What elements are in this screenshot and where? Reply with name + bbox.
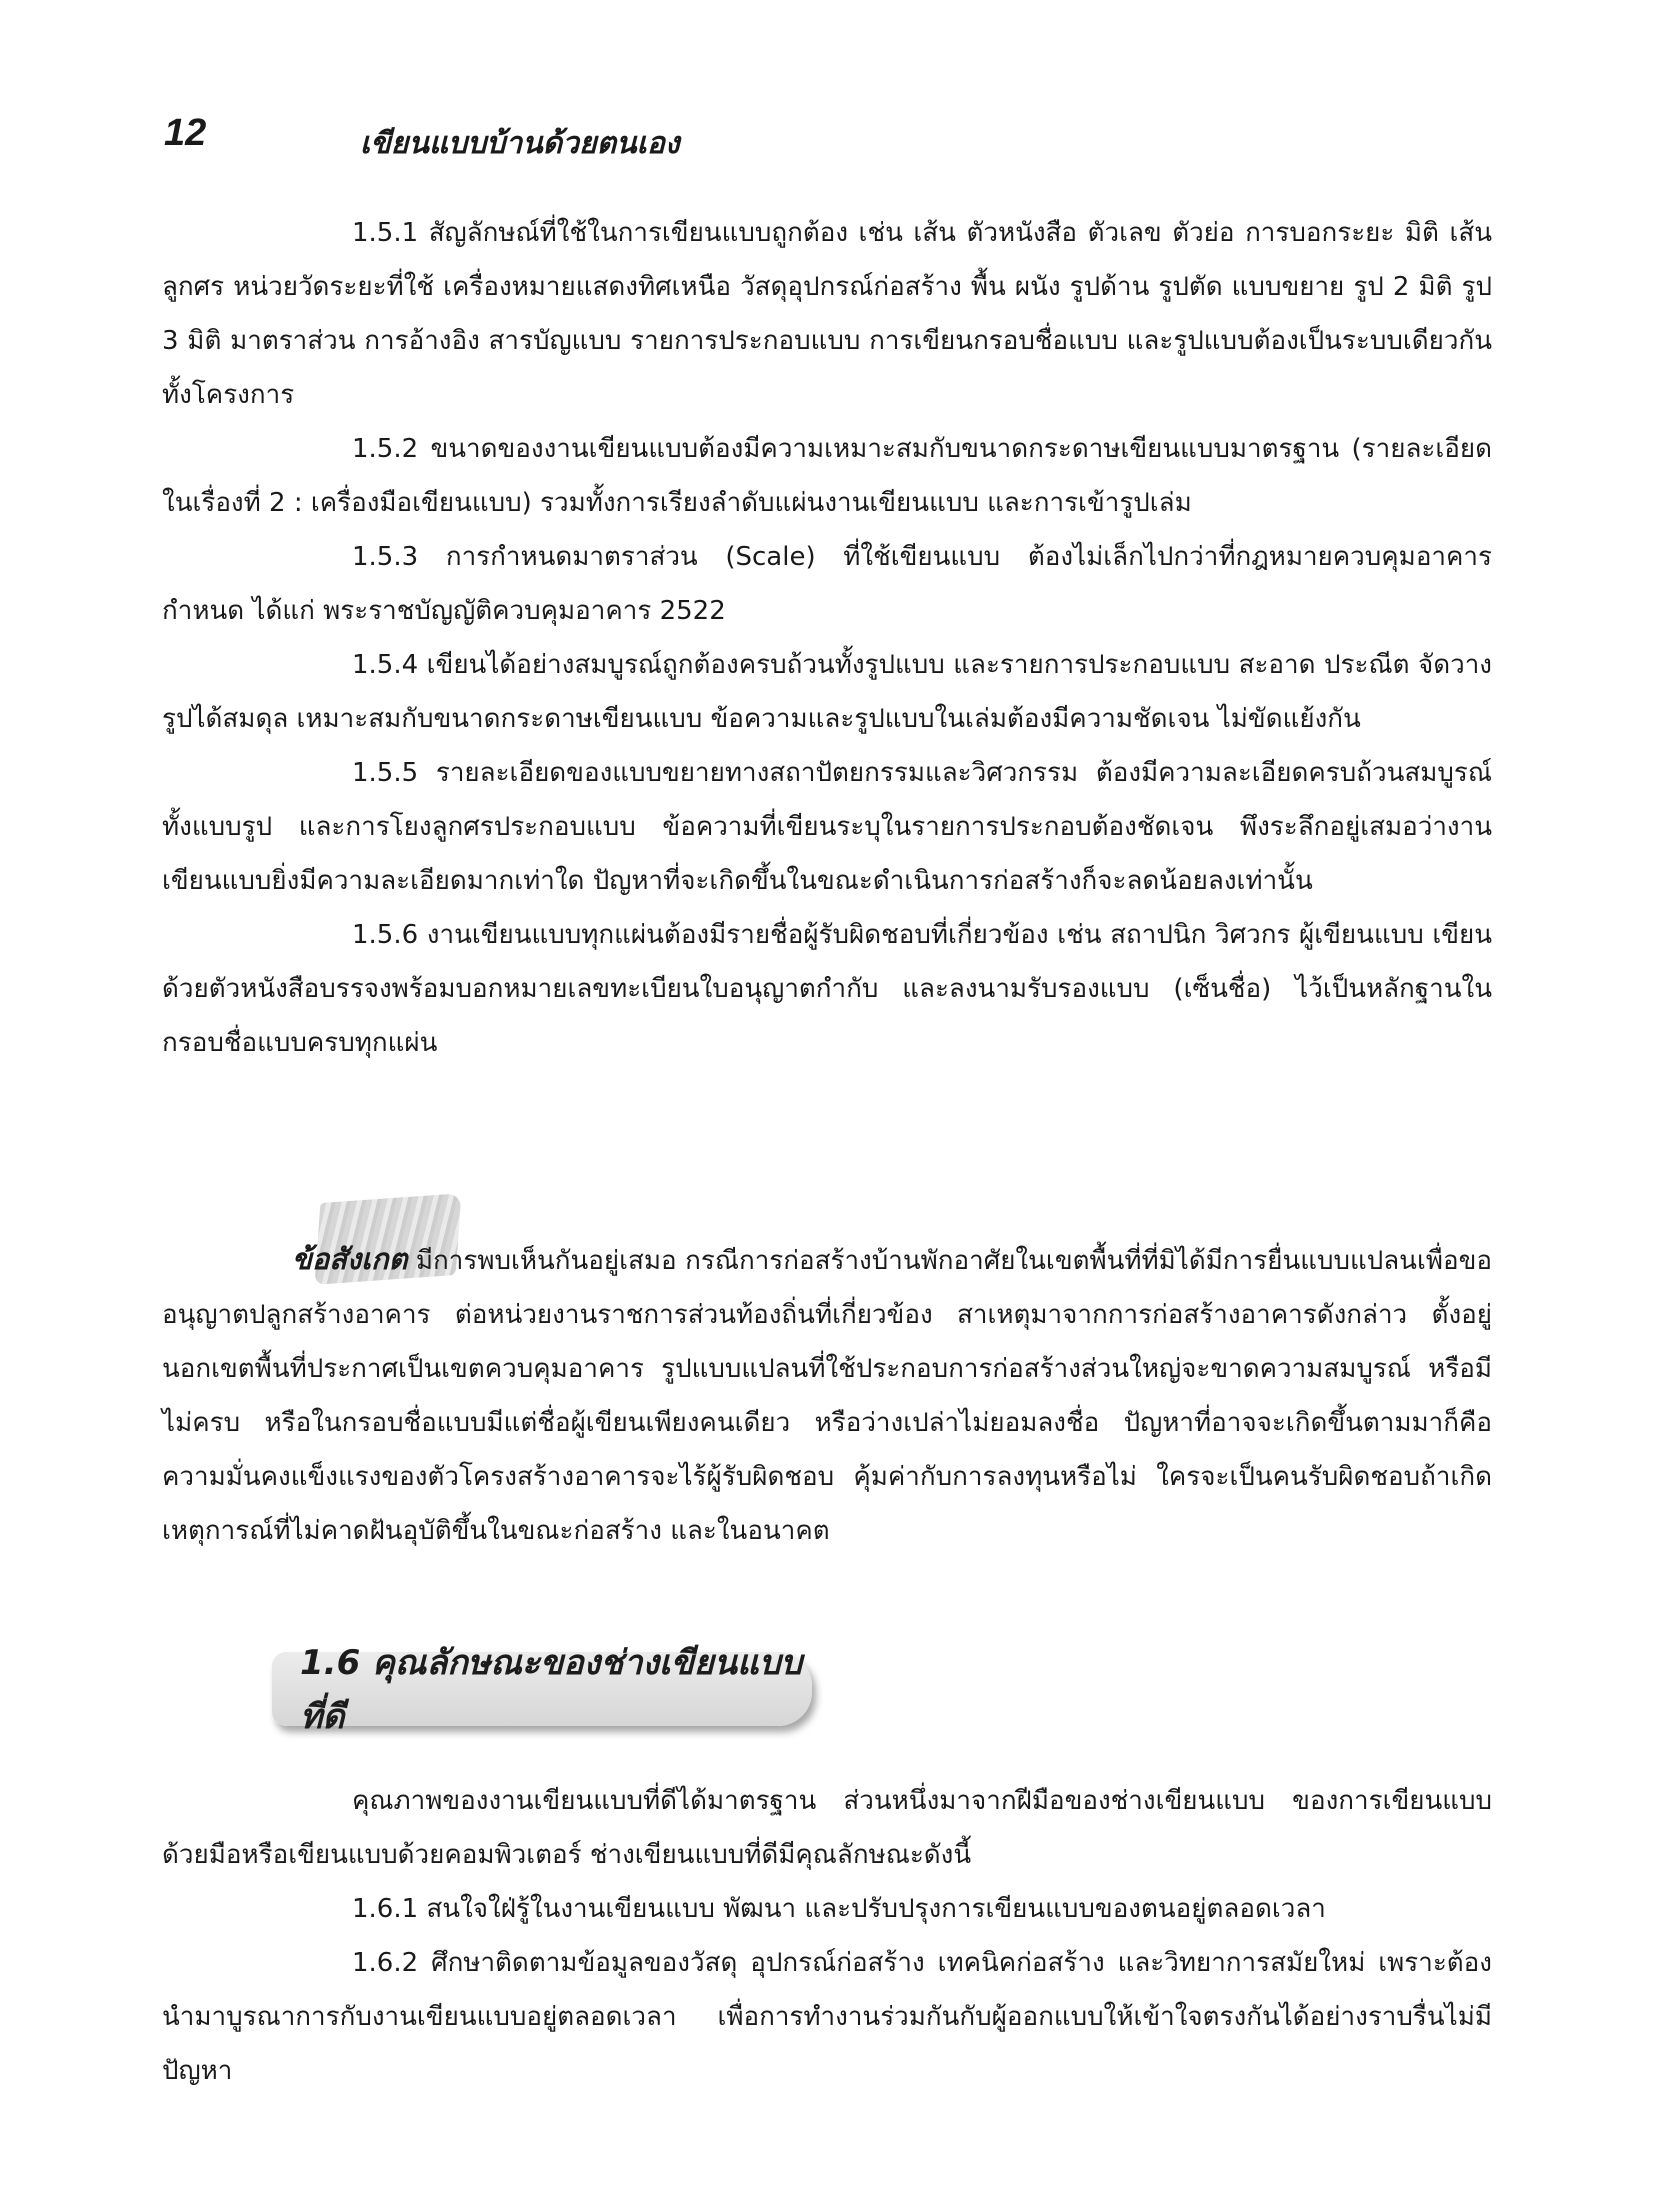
note-block	[162, 1232, 1492, 1558]
paragraph-1-5-1: 1.5.1 สัญลักษณ์ที่ใช้ในการเขียนแบบถูกต้อง เช่น เส้น ตัวหนังสือ ตัวเลข ตัวย่อ การบอกระยะ มิติ เส้นลูกศร หน่วยวัดระยะที่ใช้ เครื่องหมายแสดงทิศเหนือ วัสดุอุปกรณ์ก่อสร้าง พื้น ผนัง รูปด้าน รูปตัด แบบขยาย รูป 2 มิติ รูป 3 มิติ มาตราส่วน การอ้างอิง สารบัญแบบ รายการประกอบแบบ การเขียนกรอบชื่อแบบ และรูปแบบต้องเป็นระบบเดียวกันทั้งโครงการ	[162, 218, 1492, 410]
paragraph-1-5-3: 1.5.3 การกำหนดมาตราส่วน (Scale) ที่ใช้เขียนแบบ ต้องไม่เล็กไปกว่าที่กฎหมายควบคุมอาคารกำหนด ได้แก่ พระราชบัญญัติควบคุมอาคาร 2522	[162, 542, 1492, 626]
paragraph-1-6-2: 1.6.2 ศึกษาติดตามข้อมูลของวัสดุ อุปกรณ์ก่อสร้าง เทคนิคก่อสร้าง และวิทยาการสมัยใหม่ เพราะต้องนำมาบูรณาการกับงานเขียนแบบอยู่ตลอดเวลา เพื่อการทำงานร่วมกันกับผู้ออกแบบให้เข้าใจตรงกันได้อย่างราบรื่นไม่มีปัญหา	[162, 1948, 1492, 2086]
paragraph-1-5-4: 1.5.4 เขียนได้อย่างสมบูรณ์ถูกต้องครบถ้วนทั้งรูปแบบ และรายการประกอบแบบ สะอาด ประณีต จัดวางรูปได้สมดุล เหมาะสมกับขนาดกระดาษเขียนแบบ ข้อความและรูปแบบในเล่มต้องมีความชัดเจน ไม่ขัดแย้งกัน	[162, 650, 1492, 734]
section-1-5-body	[162, 206, 1492, 1070]
page-number: 12	[164, 112, 207, 154]
paragraph-1-5-5: 1.5.5 รายละเอียดของแบบขยายทางสถาปัตยกรรมและวิศวกรรม ต้องมีความละเอียดครบถ้วนสมบูรณ์ทั้งแบบรูป และการโยงลูกศรประกอบแบบ ข้อความที่เขียนระบุในรายการประกอบต้องชัดเจน พึงระลึกอยู่เสมอว่างานเขียนแบบยิ่งมีความละเอียดมากเท่าใด ปัญหาที่จะเกิดขึ้นในขณะดำเนินการก่อสร้างก็จะลดน้อยลงเท่านั้น	[162, 758, 1492, 896]
note-paragraph	[162, 1232, 1492, 1558]
section-heading: 1.6 คุณลักษณะของช่างเขียนแบบที่ดี	[300, 1643, 803, 1737]
section-1-6-body	[162, 1774, 1492, 2098]
note-text: มีการพบเห็นกันอยู่เสมอ กรณีการก่อสร้างบ้านพักอาศัยในเขตพื้นที่ที่มิได้มีการยื่นแบบแปลนเพื่อขออนุญาตปลูกสร้างอาคาร ต่อหน่วยงานราชการส่วนท้องถิ่นที่เกี่ยวข้อง สาเหตุมาจากการก่อสร้างอาคารดังกล่าว ตั้งอยู่นอกเขตพื้นที่ประกาศเป็นเขตควบคุมอาคาร รูปแบบแปลนที่ใช้ประกอบการก่อสร้างส่วนใหญ่จะขาดความสมบูรณ์ หรือมีไม่ครบ หรือในกรอบชื่อแบบมีแต่ชื่อผู้เขียนเพียงคนเดียว หรือว่างเปล่าไม่ยอมลงชื่อ ปัญหาที่อาจจะเกิดขึ้นตามมาก็คือ ความมั่นคงแข็งแรงของตัวโครงสร้างอาคารจะไร้ผู้รับผิดชอบ คุ้มค่ากับการลงทุนหรือไม่ ใครจะเป็นคนรับผิดชอบถ้าเกิดเหตุการณ์ที่ไม่คาดฝันอุบัติขึ้นในขณะก่อสร้าง และในอนาคต	[162, 1246, 1492, 1546]
paragraph-1-5-6: 1.5.6 งานเขียนแบบทุกแผ่นต้องมีรายชื่อผู้รับผิดชอบที่เกี่ยวข้อง เช่น สถาปนิก วิศวกร ผู้เขียนแบบ เขียนด้วยตัวหนังสือบรรจงพร้อมบอกหมายเลขทะเบียนใบอนุญาตกำกับ และลงนามรับรองแบบ (เซ็นชื่อ) ไว้เป็นหลักฐานในกรอบชื่อแบบครบทุกแผ่น	[162, 920, 1492, 1058]
section-heading-tab	[272, 1643, 812, 1737]
section-1-6-intro: คุณภาพของงานเขียนแบบที่ดีได้มาตรฐาน ส่วนหนึ่งมาจากฝีมือของช่างเขียนแบบ ของการเขียนแบบด้วยมือหรือเขียนแบบด้วยคอมพิวเตอร์ ช่างเขียนแบบที่ดีมีคุณลักษณะดังนี้	[162, 1786, 1492, 1870]
note-label: ข้อสังเกต	[292, 1242, 408, 1276]
paragraph-1-6-1: 1.6.1 สนใจใฝ่รู้ในงานเขียนแบบ พัฒนา และปรับปรุงการเขียนแบบของตนอยู่ตลอดเวลา	[352, 1894, 1326, 1924]
paragraph-1-5-2: 1.5.2 ขนาดของงานเขียนแบบต้องมีความเหมาะสมกับขนาดกระดาษเขียนแบบมาตรฐาน (รายละเอียดในเรื่องที่ 2 : เครื่องมือเขียนแบบ) รวมทั้งการเรียงลำดับแผ่นงานเขียนแบบ และการเข้ารูปเล่ม	[162, 434, 1492, 518]
running-title: เขียนแบบบ้านด้วยตนเอง	[360, 126, 680, 161]
